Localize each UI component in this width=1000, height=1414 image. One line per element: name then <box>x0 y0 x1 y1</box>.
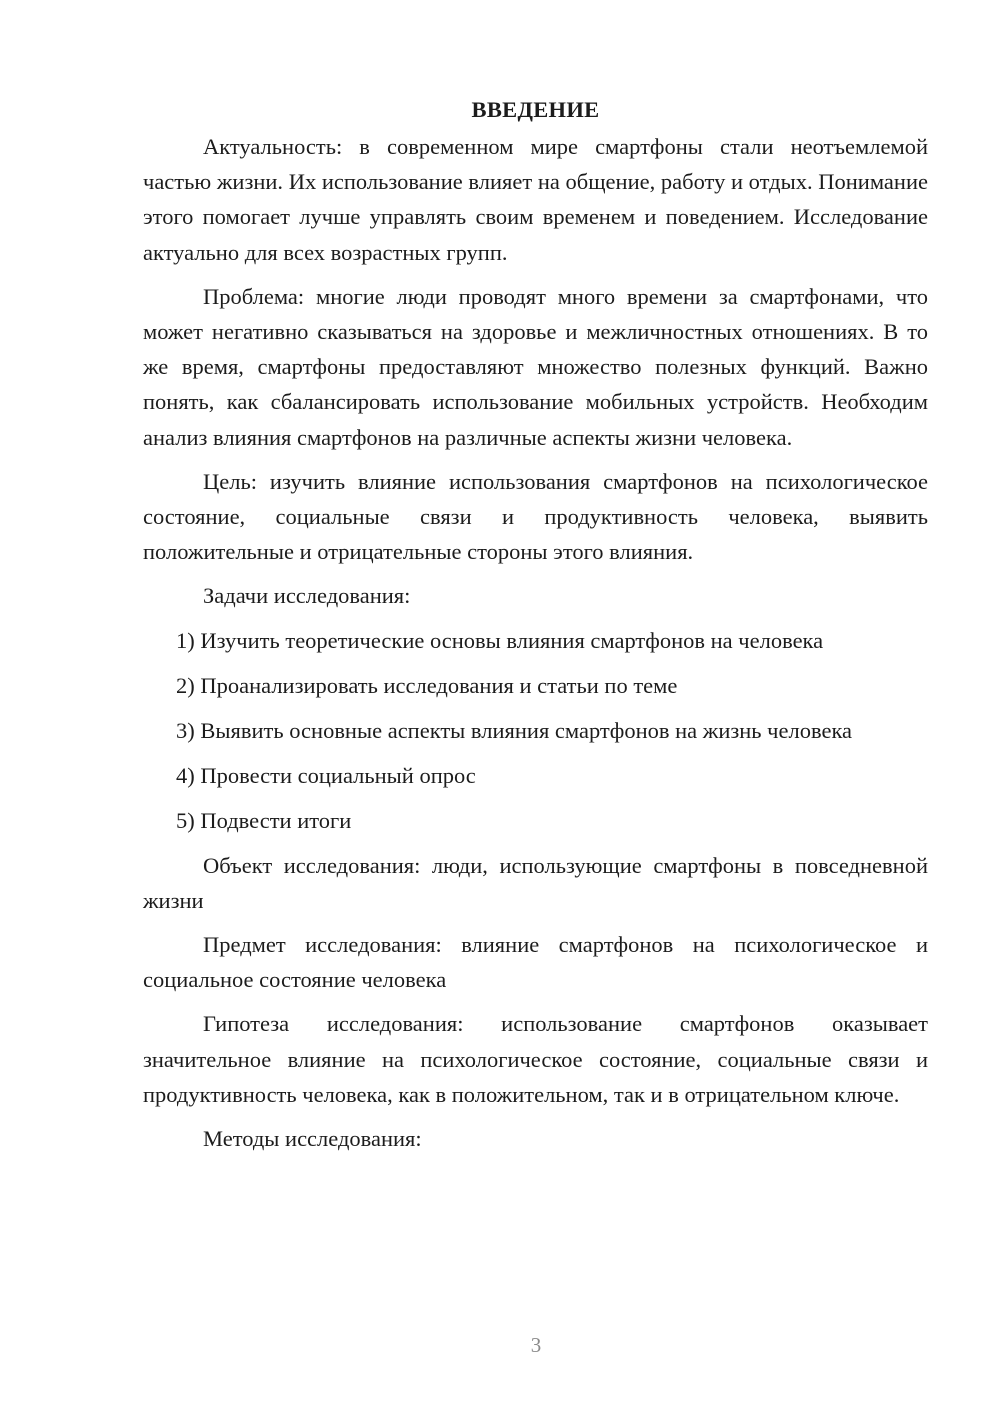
page-number: 3 <box>530 1333 542 1357</box>
page-content <box>143 92 928 1165</box>
paragraph-object: Объект исследования: люди, использующие смартфоны в повседневной жизни <box>143 852 928 913</box>
list-item: 5) Подвести итоги <box>176 807 352 833</box>
list-item: 4) Провести социальный опрос <box>176 762 476 788</box>
methods-label: Методы исследования: <box>203 1126 422 1152</box>
paragraph-problem: Проблема: многие люди проводят много времени за смартфонами, что может негативно сказываться на здоровье и межличностных отношениях. В то же время, смартфоны предоставляют множество полезных функций. Важно понять, как сбалансировать использование мобильных устройств. Необходим анализ влияния смартфонов на различные аспекты жизни человека. <box>143 283 928 450</box>
list-item: 3) Выявить основные аспекты влияния смартфонов на жизнь человека <box>176 717 853 743</box>
paragraph-relevance: Актуальность: в современном мире смартфоны стали неотъемлемой частью жизни. Их использование влияет на общение, работу и отдых. Понимание этого помогает лучше управлять своим временем и поведением. Исследование актуально для всех возрастных групп. <box>143 134 928 265</box>
paragraph-hypothesis: Гипотеза исследования: использование смартфонов оказывает значительное влияние на психологическое состояние, социальные связи и продуктивность человека, как в положительном, так и в отрицательном ключе. <box>143 1011 928 1107</box>
section-heading: ВВЕДЕНИЕ <box>471 97 600 122</box>
list-item: 1) Изучить теоретические основы влияния смартфонов на человека <box>176 627 824 653</box>
tasks-list <box>143 623 928 838</box>
tasks-label: Задачи исследования: <box>203 583 411 609</box>
list-item: 2) Проанализировать исследования и статьи по теме <box>176 672 678 698</box>
paragraph-goal: Цель: изучить влияние использования смартфонов на психологическое состояние, социальные связи и продуктивность человека, выявить положительные и отрицательные стороны этого влияния. <box>143 468 928 565</box>
paragraph-subject: Предмет исследования: влияние смартфонов на психологическое и социальное состояние человека <box>143 932 928 993</box>
